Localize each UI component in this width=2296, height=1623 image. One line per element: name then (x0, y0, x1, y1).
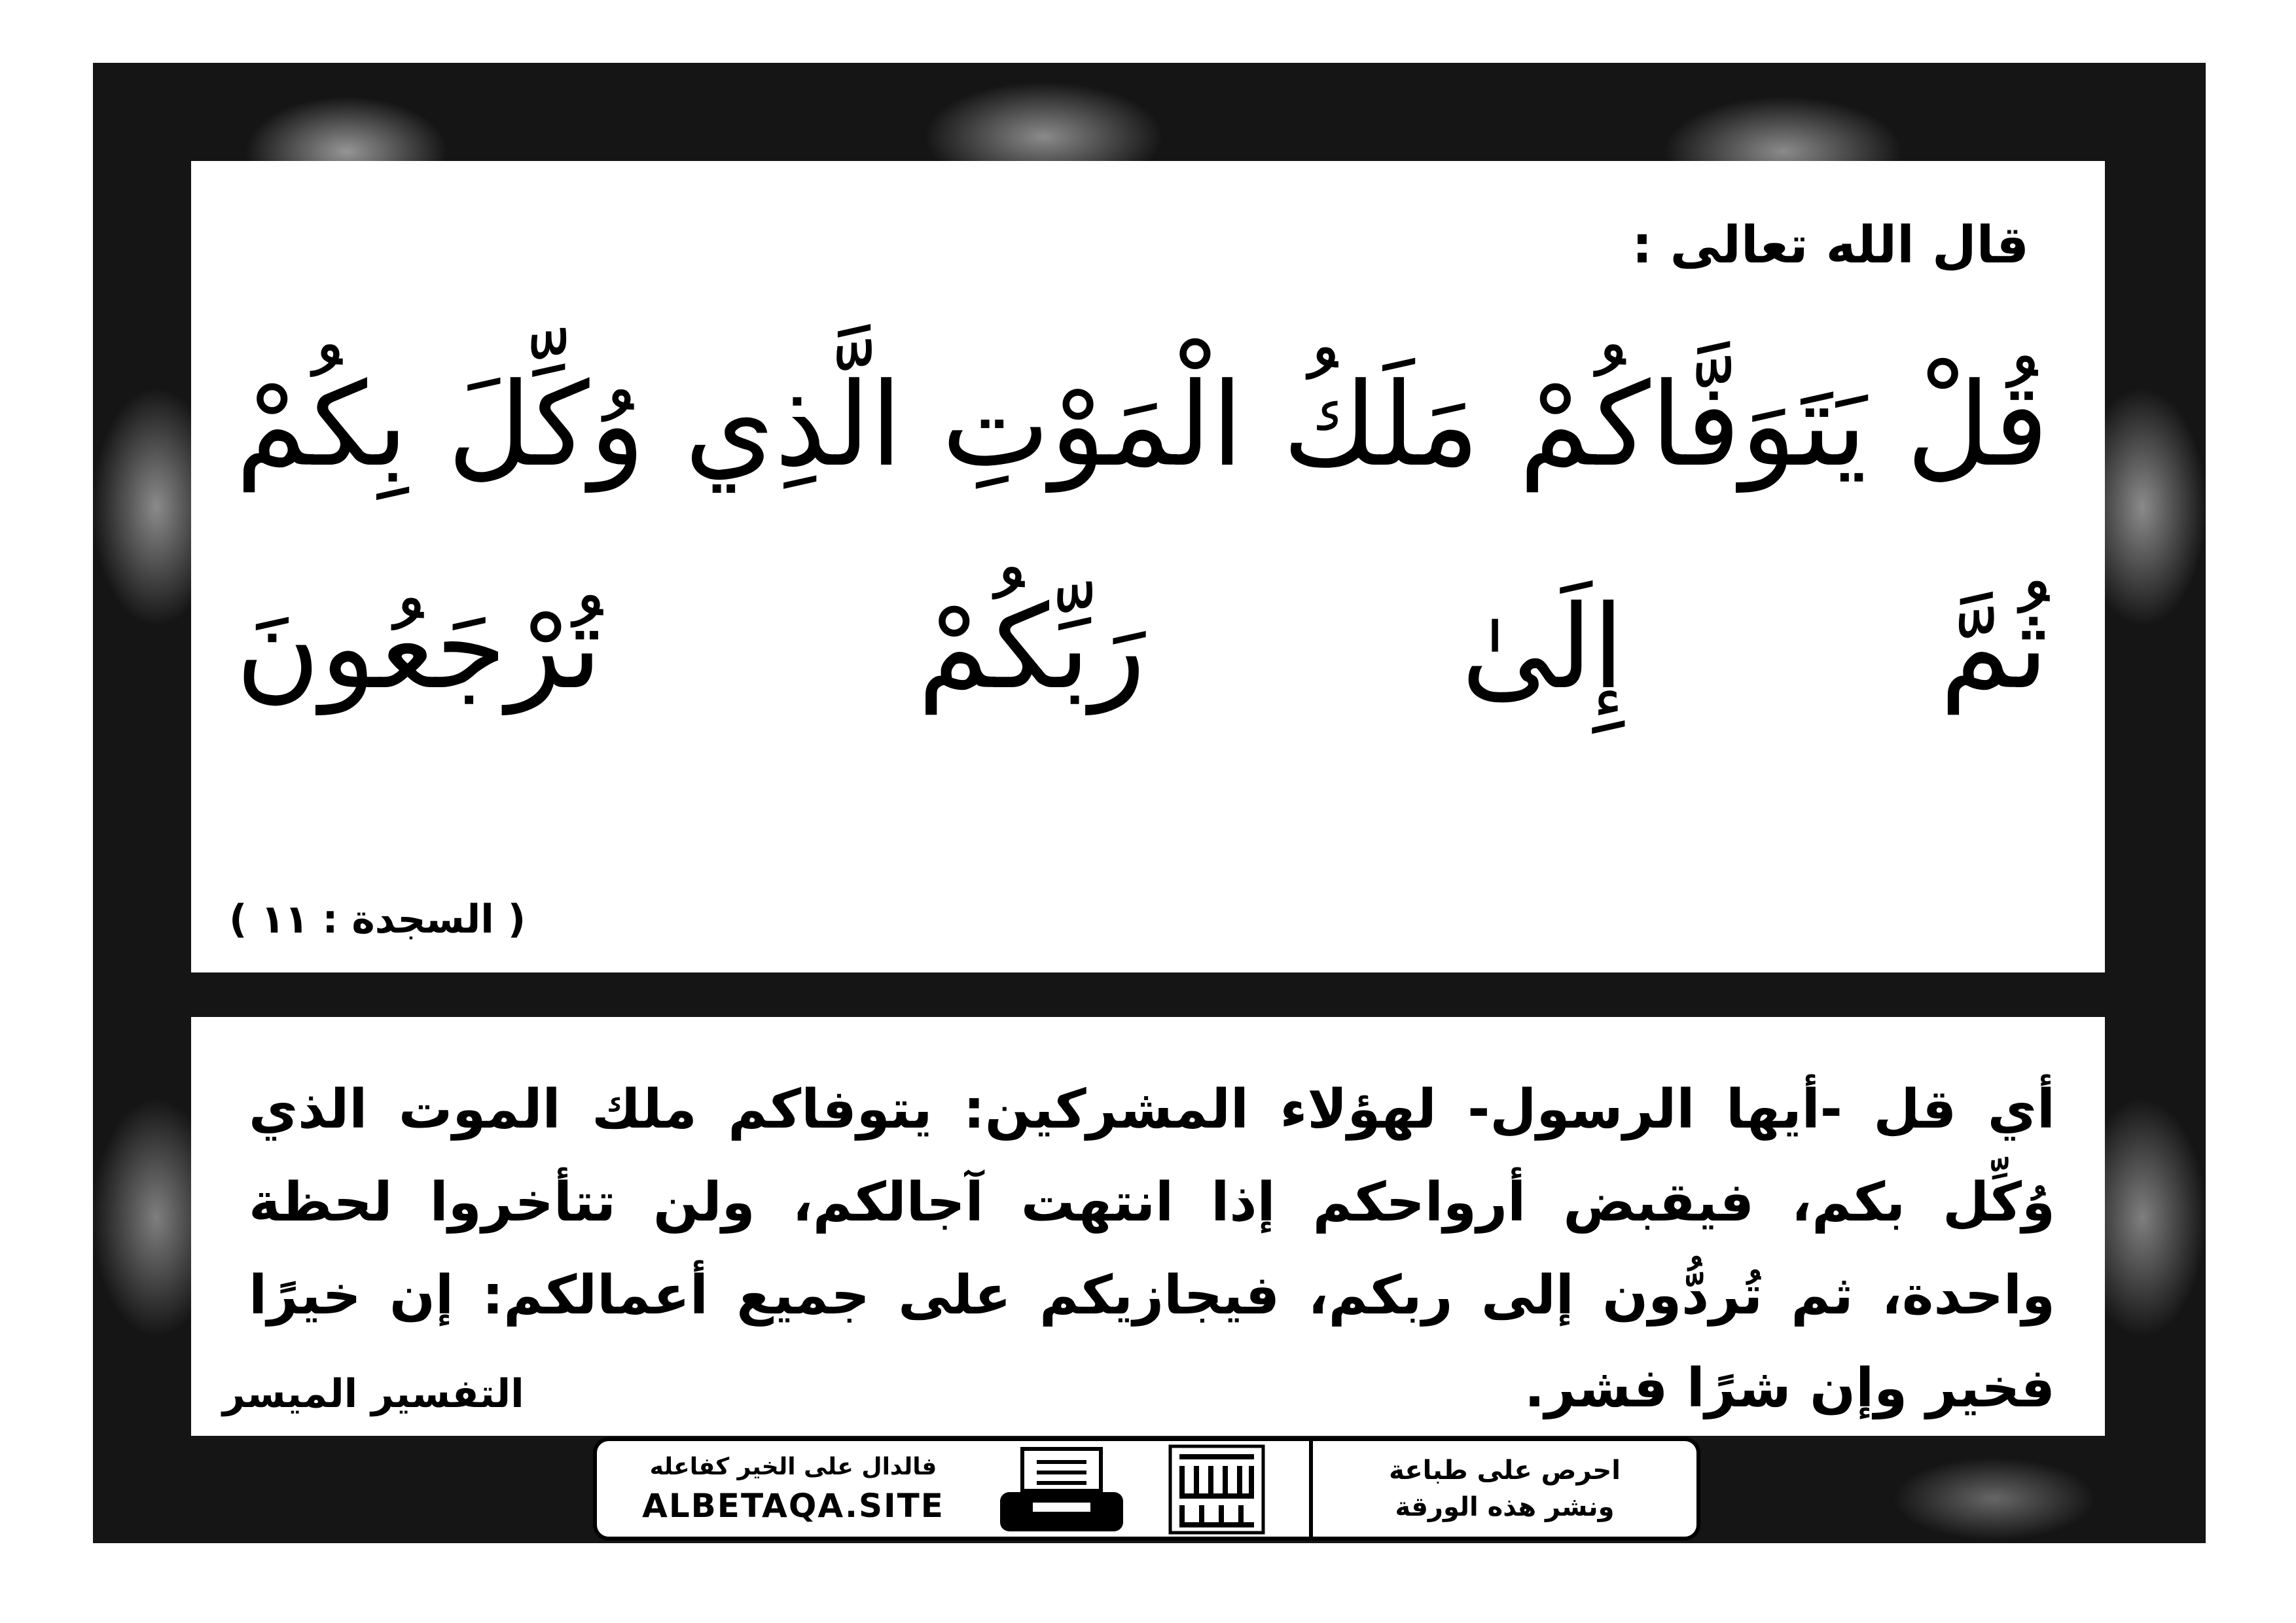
footer-site-link[interactable]: ALBETAQA.SITE (642, 1487, 944, 1525)
verse-intro: قال الله تعالى : (1632, 216, 2029, 275)
footer-call-line1: احرص على طباعة (1389, 1455, 1621, 1486)
footer-banner (593, 1437, 1700, 1541)
footer-slogan: فالدال على الخير كفاعله (649, 1454, 937, 1480)
tafsir-source: التفسير الميسر (223, 1371, 524, 1417)
tafsir-text: أي قل -أيها الرسول- لهؤلاء المشركين: يتوفاكم ملك الموت الذي وُكِّل بكم، فيقبض أرواحكم إذا انتهت آجالكم، ولن تتأخروا لحظة واحدة، ثم تُردُّون إلى ربكم، فيجازيكم على جميع أعمالكم: إن خيرًا فخير وإن شرًا فشر. (249, 1079, 2055, 1419)
verse-reference: ( السجدة : ١١ ) (229, 897, 526, 942)
quran-verse: قُلْ يَتَوَفَّاكُمْ مَلَكُ الْمَوْتِ الَّذِي وُكِّلَ بِكُمْ ثُمَّ إِلَىٰ رَبِّكُمْ تُرْجَعُونَ (236, 358, 2049, 715)
logo-mark (1168, 1444, 1266, 1535)
footer-call-line2: ونشر هذه الورقة (1395, 1492, 1615, 1522)
printer-icon (996, 1446, 1127, 1535)
footer-call-to-action (1309, 1441, 1696, 1537)
footer-site-block (597, 1441, 990, 1537)
